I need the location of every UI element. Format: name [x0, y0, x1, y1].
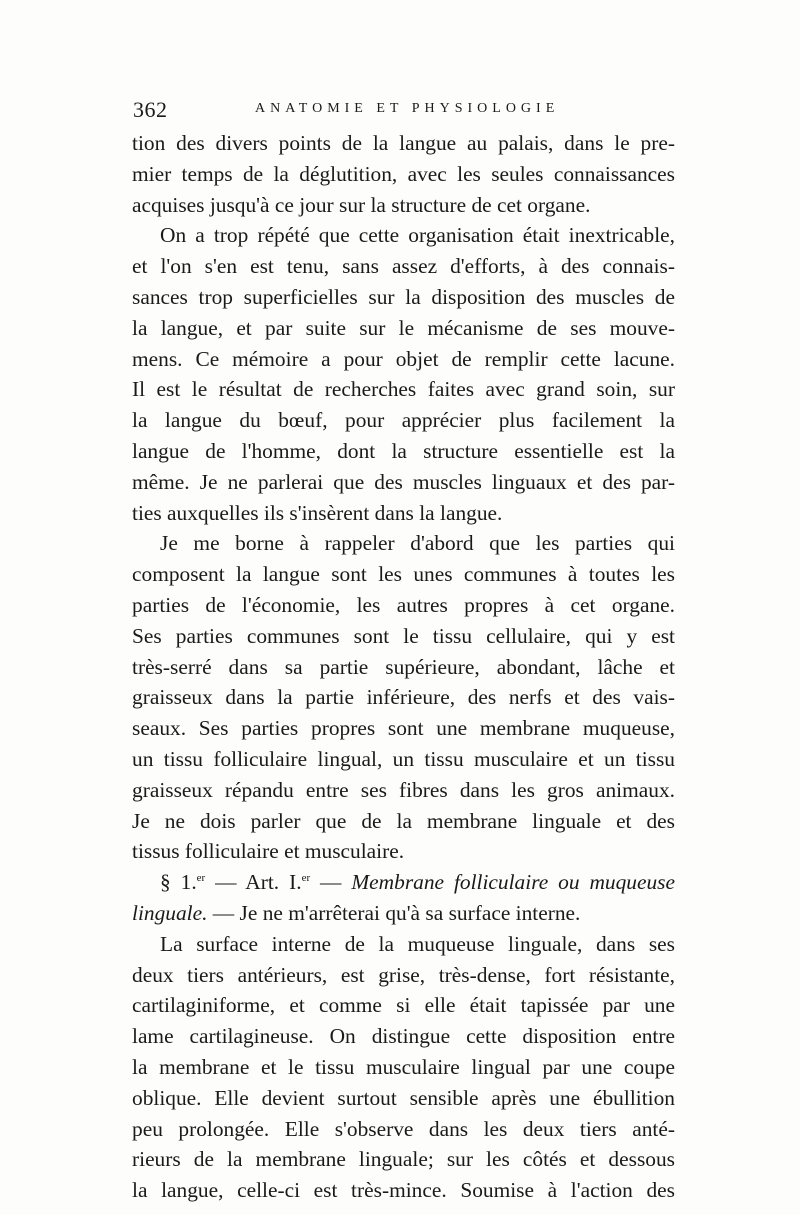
text-line: sances trop superficielles sur la disposition des muscles de: [132, 284, 675, 309]
text-line: la membrane et le tissu musculaire lingual par une coupe: [132, 1054, 675, 1079]
text-line: graisseux dans la partie inférieure, des nerfs et des vais-: [132, 685, 675, 710]
running-title: ANATOMIE ET PHYSIOLOGIE: [255, 101, 560, 116]
section-heading-line-2: [132, 898, 675, 929]
text-line: acquises jusqu'à ce jour sur la structure de cet organe.: [132, 192, 591, 217]
text-line: La surface interne de la muqueuse linguale, dans ses: [160, 931, 675, 956]
section-mark: § 1.: [160, 870, 197, 895]
text-line: mier temps de la déglutition, avec les seules connaissances: [132, 161, 675, 186]
article-label: Art. I.: [245, 870, 302, 895]
text-line: et l'on s'en est tenu, sans assez d'efforts, à des connais-: [132, 254, 675, 279]
text-line: lame cartilagineuse. On distingue cette disposition entre: [132, 1024, 675, 1049]
heading-dash: —: [205, 870, 246, 895]
text-line: Il est le résultat de recherches faites avec grand soin, sur: [132, 377, 675, 402]
text-line: graisseux répandu entre ses fibres dans les gros animaux.: [132, 777, 675, 802]
text-line: tion des divers points de la langue au palais, dans le pre-: [132, 131, 675, 155]
text-line: mens. Ce mémoire a pour objet de remplir cette lacune.: [132, 346, 675, 371]
text-line: Je ne dois parler que de la membrane linguale et des: [132, 808, 675, 833]
section-continuation: — Je ne m'arrêterai qu'à sa surface interne.: [207, 900, 581, 925]
section-superscript: er: [196, 872, 206, 884]
text-line: seaux. Ses parties propres sont une membrane muqueuse,: [132, 716, 675, 741]
text-line: un tissu folliculaire lingual, un tissu musculaire et un tissu: [132, 746, 675, 771]
page-header: [133, 97, 673, 127]
text-line: la langue, celle-ci est très-mince. Soumise à l'action des: [132, 1178, 675, 1203]
article-superscript: er: [301, 872, 311, 884]
text-line: deux tiers antérieurs, est grise, très-dense, fort résistante,: [132, 962, 675, 987]
text-line: tissus folliculaire et musculaire.: [132, 839, 405, 864]
text-line: On a trop répété que cette organisation était inextricable,: [160, 223, 675, 248]
text-line: très-serré dans sa partie supérieure, abondant, lâche et: [132, 654, 675, 679]
text-line: peu prolongée. Elle s'observe dans les deux tiers anté-: [132, 1116, 675, 1141]
text-line: composent la langue sont les unes communes à toutes les: [132, 562, 675, 587]
text-line: oblique. Elle devient surtout sensible après une ébullition: [132, 1085, 675, 1110]
text-line: Je me borne à rappeler d'abord que les parties qui: [160, 531, 675, 556]
text-line: la langue du bœuf, pour apprécier plus facilement la: [132, 408, 675, 433]
text-line: la langue, et par suite sur le mécanisme de ses mouve-: [132, 315, 675, 340]
section-title-end: linguale.: [132, 900, 208, 925]
text-line: même. Je ne parlerai que des muscles linguaux et des par-: [132, 469, 675, 494]
text-line: ties auxquelles ils s'insèrent dans la langue.: [132, 500, 503, 525]
section-heading-line-1: [132, 867, 675, 898]
body-text: [132, 128, 675, 1206]
text-line: cartilaginiforme, et comme si elle était tapissée par une: [132, 993, 675, 1018]
heading-dash: —: [310, 870, 352, 895]
text-line: parties de l'économie, les autres propres à cet organe.: [132, 592, 675, 617]
text-line: langue de l'homme, dont la structure essentielle est la: [132, 438, 675, 463]
text-line: Ses parties communes sont le tissu cellulaire, qui y est: [132, 623, 675, 648]
section-title: Membrane folliculaire ou muqueuse: [351, 870, 675, 895]
page-number: 362: [133, 97, 168, 122]
text-line: rieurs de la membrane linguale; sur les côtés et dessous: [132, 1147, 675, 1172]
